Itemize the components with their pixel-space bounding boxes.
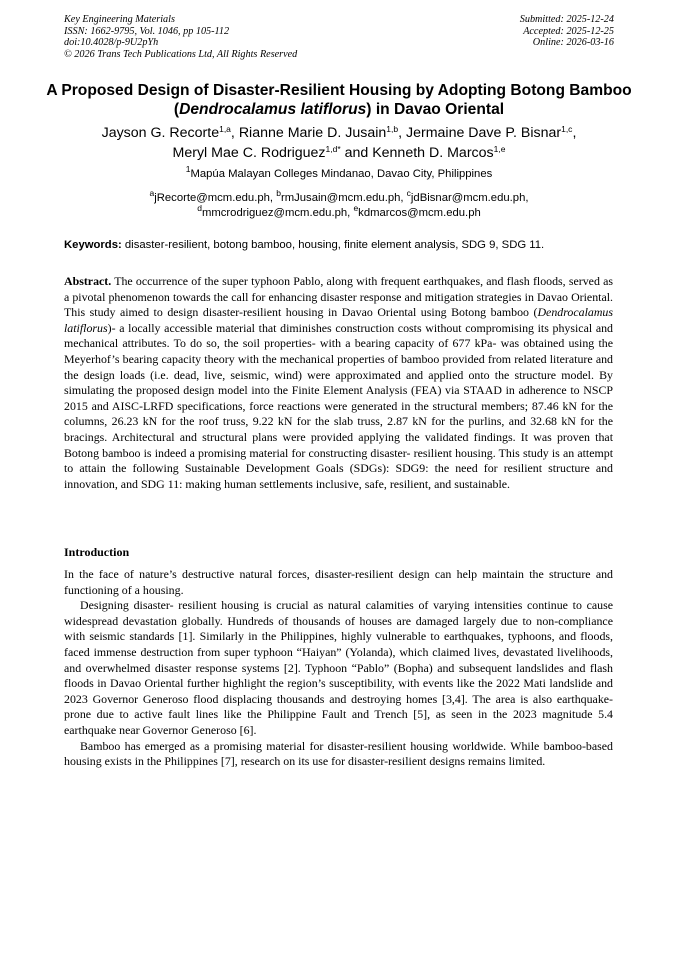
abstract: Abstract. The occurrence of the super typhoon Pablo, along with frequent earthquakes, and flash floods, served as a pivotal phenomenon towards the call for enhancing disaster response and mitigation strategies in Davao Oriental. This study aimed to design disaster-resilient housing in Davao Oriental using Botong bamboo (Dendrocalamus latiflorus)- a locally accessible material that diminishes construction costs without compromising its physical and mechanical attributes. To do so, the soil properties- with a bearing capacity of 677 kPa- was obtained using the Meyerhof’s bearing capacity theory with the mechanical properties of bamboo provided from related literature and the design loads (i.e. dead, live, seismic, wind) were approximated and applied onto the structure model. By simulating the proposed design model into the Finite Element Analysis (FEA) via STAAD in adherence to NSCP 2015 and AISC-LRFD specifications, force reactions were generated in the structural members; 87.46 kN for the columns, 26.23 kN for the roof truss, 9.22 kN for the slab truss, 2.87 kN for the purlins, and 32.68 kN for the bracings. Architectural and structural plans were provided applying the validated findings. It was proven that Botong bamboo is indeed a promising material for constructing disaster- resilient housing. This study is an attempt to attain the following Sustainable Development Goals (SDGs): SDG9: the need for resilient structure and innovation, and SDG 11: making human settlements inclusive, safe, resilient, and sustainable. — [64, 274, 613, 491]
introduction-body — [64, 567, 613, 770]
title-text: A Proposed Design of Disaster-Resilient Housing by Adopting Botong Bamboo ( — [46, 82, 632, 118]
section-heading: Introduction — [64, 545, 130, 559]
journal-info — [64, 14, 297, 60]
accepted-date: Accepted: 2025-12-25 — [523, 25, 614, 37]
abstract-label: Abstract. — [64, 274, 112, 288]
keywords — [64, 238, 624, 252]
email: $^e$kdmarcos@mcm.edu.ph — [353, 203, 481, 219]
email: $^d$mmcrodriguez@mcm.edu.ph, — [197, 203, 354, 219]
submitted-date: Submitted: 2025-12-24 — [519, 14, 614, 25]
title-species: Dendrocalamus latiflorus — [179, 101, 367, 118]
title-text-end: ) in Davao Oriental — [366, 101, 505, 118]
author-emails — [40, 188, 638, 221]
author: Jayson G. Recorte$^{1,a}$ — [101, 124, 231, 141]
email: $^c$jdBisnar@mcm.edu.ph, — [406, 188, 529, 204]
issn-volume: ISSN: 1662-9795, Vol. 1046, pp 105-112 — [64, 25, 230, 37]
paragraph: Bamboo has emerged as a promising material for disaster-resilient housing worldwide. While bamboo-based housing exists in the Philippines [7], research on its use for disaster-resilient designs remains limited. — [64, 738, 613, 769]
author: Meryl Mae C. Rodriguez$^{1,d*}$ — [172, 143, 341, 161]
author: Kenneth D. Marcos$^{1,e}$ — [372, 143, 506, 161]
copyright: © 2026 Trans Tech Publications Ltd, All Rights Reserved — [64, 48, 298, 60]
author-list: Jayson G. Recorte$^{1,a}$, Rianne Marie D. Jusain$^{1,b}$, Jermaine Dave P. Bisnar$^{1,c}$, Meryl Mae C. Rodriguez$^{1,d*}$ and Kenneth D. Marcos$^{1,e}$ — [101, 124, 577, 161]
online-date: Online: 2026-03-16 — [532, 37, 614, 49]
journal-name: Key Engineering Materials — [64, 14, 175, 25]
author: Jermaine Dave P. Bisnar$^{1,c}$ — [406, 124, 573, 141]
affiliation: $^1$Mapúa Malayan Colleges Mindanao, Davao City, Philippines — [185, 164, 493, 180]
email: $^b$rmJusain@mcm.edu.ph, — [276, 188, 407, 204]
paragraph: In the face of nature’s destructive natural forces, disaster-resilient design can help maintain the structure and functioning of a housing. — [64, 567, 613, 597]
email: $^a$jRecorte@mcm.edu.ph, — [149, 188, 277, 204]
paper-title — [40, 81, 638, 119]
author: Rianne Marie D. Jusain$^{1,b}$ — [238, 124, 399, 141]
doi: doi:10.4028/p-9U2pYh — [64, 37, 159, 49]
submission-dates — [520, 14, 614, 49]
keywords-label: Keywords: — [64, 239, 122, 251]
keywords-text: disaster-resilient, botong bamboo, housing, finite element analysis, SDG 9, SDG 11. — [121, 239, 545, 251]
paragraph: Designing disaster- resilient housing is crucial as natural calamities of varying intensities continue to cause widespread devastation globally. Hundreds of thousands of houses are damaged largely due to non-compliance with seismic standards [1]. Similarly in the Philippines, highly vulnerable to earthquakes, typhoons, and floods, faced immense destruction from super typhoon “Haiyan” (Yolanda), which claimed lives, devastated livelihoods, and overwhelmed disaster response systems [2]. Typhoon “Pablo” (Bopha) and subsequent landslides and flash floods in Davao Oriental further highlight the region’s susceptibility, with events like the 2022 Mati landslide and 2023 Governor Generoso flood displacing thousands and destroying homes [3,4]. The area is also earthquake-prone due to active fault lines like the Philippine Fault and Trench [5], as seen in the 2023 magnitude 5.4 earthquake near Governor Generoso [6]. — [64, 598, 613, 737]
